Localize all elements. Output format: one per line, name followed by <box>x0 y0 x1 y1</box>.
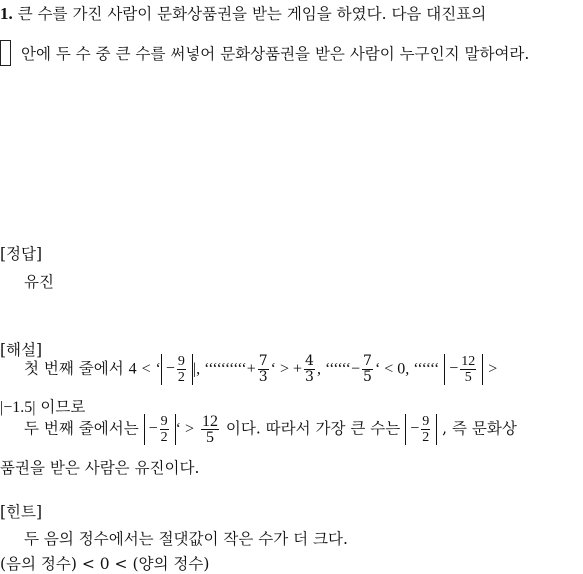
frac-num: 7 <box>363 353 372 369</box>
frac-num: 9 <box>177 354 185 369</box>
explanation-label: [해설] <box>0 341 43 359</box>
abs-neg-9-2-b <box>144 414 176 445</box>
question-text-2: 안에 두 수 중 큰 수를 써넣어 문화상품권을 받은 사람이 누구인지 말하여라. <box>21 45 530 63</box>
fraction-9-2 <box>160 414 169 445</box>
frac-den: 5 <box>205 429 214 446</box>
frac-den: 5 <box>363 369 372 385</box>
fraction-9-2 <box>177 354 186 385</box>
frac-den: 5 <box>464 370 472 385</box>
question-number: 1. <box>0 4 13 23</box>
row1-open-quote: ‘ <box>155 360 161 378</box>
abs-neg-9-2 <box>161 354 193 385</box>
explanation-row-1 <box>24 354 497 385</box>
row1-lt: < <box>141 360 151 378</box>
fraction-7-3 <box>258 354 269 385</box>
fraction-12-5 <box>460 354 476 385</box>
row1-prefix: 첫 번째 줄에서 <box>24 359 124 378</box>
explanation-row-3 <box>24 414 517 445</box>
row3-mid: ‘ > <box>175 420 194 438</box>
frac-den: 3 <box>258 369 268 385</box>
neg-sign: − <box>148 420 158 438</box>
frac-num: 7 <box>258 353 268 369</box>
frac-num: 4 <box>305 353 314 369</box>
row1-tail: > <box>488 360 498 378</box>
answer-blank-box <box>0 40 11 66</box>
neg-sign: − <box>410 420 420 438</box>
fraction-9-2 <box>421 414 430 445</box>
abs-neg-12-5 <box>444 354 483 385</box>
row1-gt-part: ‘ > + <box>270 360 303 378</box>
row1-sep1: |, ‘‘‘‘‘‘‘‘‘‘+ <box>192 360 256 378</box>
question-line-2 <box>0 40 529 66</box>
frac-num: 9 <box>160 414 168 429</box>
abs-1-5: |−1.5| <box>0 399 36 416</box>
frac-den: 2 <box>160 430 168 445</box>
hint-line-2: (음의 정수) < 0 < (양의 정수) <box>0 555 210 573</box>
question-line-1 <box>0 2 486 24</box>
frac-den: 2 <box>177 370 185 385</box>
abs-neg-9-2-c <box>405 414 437 445</box>
frac-num: 9 <box>422 414 430 429</box>
row1-four: 4 <box>128 360 137 378</box>
frac-den: 3 <box>305 369 314 385</box>
frac-num: 12 <box>461 354 476 369</box>
hint-label: [힌트] <box>0 503 43 521</box>
hint-line-1: 두 음의 정수에서는 절댓값이 작은 수가 더 크다. <box>24 530 348 548</box>
row1-sep2: , ‘‘‘‘‘‘− <box>316 360 361 378</box>
question-text-1: 큰 수를 가진 사람이 문화상품권을 받는 게임을 하였다. 다음 대진표의 <box>17 5 487 23</box>
row1-lt0: ‘ < 0, ‘‘‘‘‘‘ <box>374 360 440 378</box>
frac-num: 12 <box>201 413 218 430</box>
frac-den: 2 <box>422 430 430 445</box>
answer-text: 유진 <box>24 273 54 291</box>
row3-prefix: 두 번째 줄에서는 <box>24 419 139 438</box>
neg-sign: − <box>165 360 175 378</box>
row2-suffix: 이므로 <box>40 398 86 416</box>
explanation-row-4: 품권을 받은 사람은 유진이다. <box>0 459 200 477</box>
fraction-12-5 <box>201 414 219 445</box>
row3-end: , 즉 문화상 <box>442 419 517 438</box>
row3-text: 이다. 따라서 가장 큰 수는 <box>225 419 401 438</box>
fraction-4-3 <box>304 354 315 385</box>
neg-sign: − <box>449 360 459 378</box>
fraction-7-5 <box>362 354 373 385</box>
answer-label: [정답] <box>0 245 43 263</box>
